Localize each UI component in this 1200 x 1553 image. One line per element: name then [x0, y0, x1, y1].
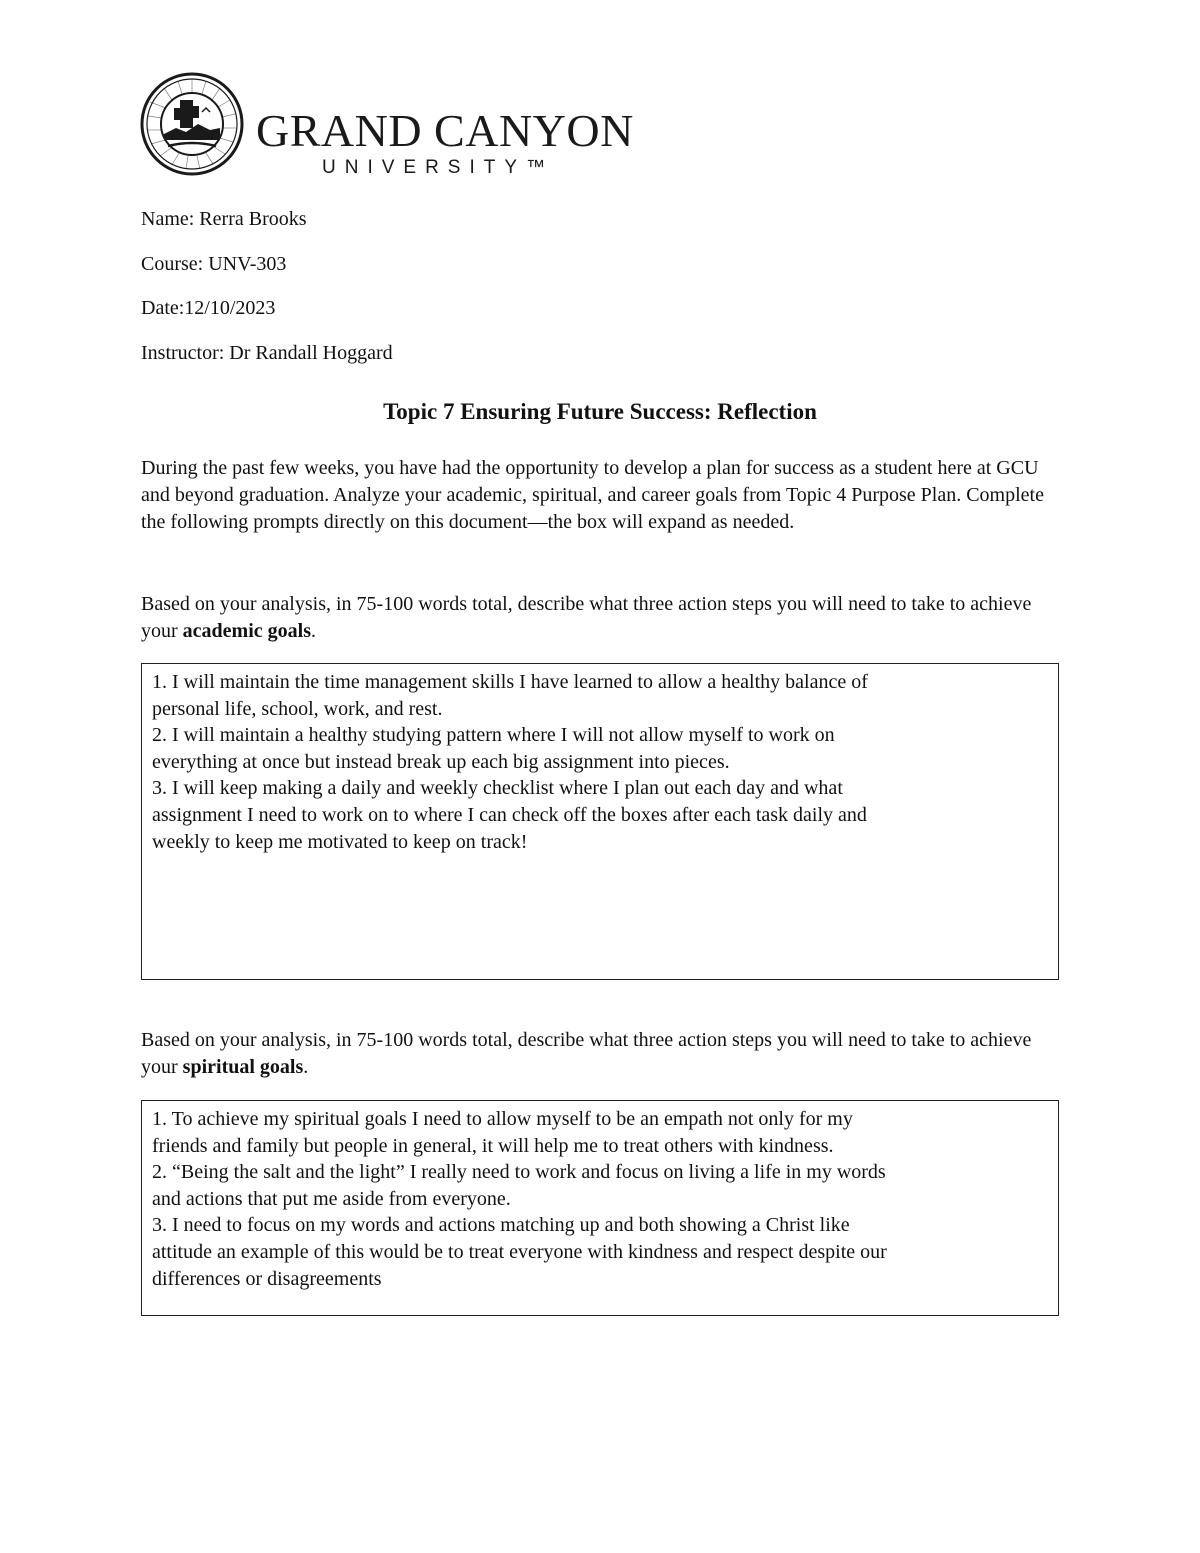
academic-answer-line: everything at once but instead break up each big assignment into pieces. — [152, 750, 730, 773]
academic-prompt-emphasis: academic goals — [182, 620, 311, 642]
academic-prompt — [141, 591, 1066, 645]
spiritual-answer-line: attitude an example of this would be to treat everyone with kindness and respect despite our — [152, 1240, 887, 1263]
academic-answer-line: weekly to keep me motivated to keep on track! — [152, 830, 528, 853]
submission-date: Date:12/10/2023 — [141, 297, 276, 319]
university-seal-icon — [140, 72, 244, 176]
spiritual-answer-box[interactable] — [141, 1100, 1059, 1316]
spiritual-prompt-text: Based on your analysis, in 75-100 words total, describe what three action steps you will need to take to achieve your — [141, 1029, 1032, 1078]
instructor-name: Instructor: Dr Randall Hoggard — [141, 342, 393, 364]
page-title: Topic 7 Ensuring Future Success: Reflection — [383, 399, 817, 424]
spiritual-prompt-end: . — [303, 1056, 309, 1078]
student-name: Name: Rerra Brooks — [141, 208, 307, 230]
academic-answer-line: assignment I need to work on to where I can check off the boxes after each task daily and — [152, 803, 867, 826]
spiritual-answer-line: friends and family but people in general, it will help me to treat others with kindness. — [152, 1134, 834, 1157]
university-logo — [140, 72, 634, 182]
spiritual-answer-line: 1. To achieve my spiritual goals I need to allow myself to be an empath not only for my — [152, 1108, 853, 1130]
academic-answer-box[interactable] — [141, 663, 1059, 980]
spiritual-answer-line: and actions that put me aside from everyone. — [152, 1187, 511, 1210]
university-subtitle: UNIVERSITY™ — [322, 157, 555, 178]
academic-answer-line: 2. I will maintain a healthy studying pattern where I will not allow myself to work on — [152, 724, 835, 747]
spiritual-prompt-emphasis: spiritual goals — [182, 1056, 304, 1078]
spiritual-prompt — [141, 1027, 1066, 1081]
academic-prompt-end: . — [310, 620, 316, 642]
course-code: Course: UNV-303 — [141, 253, 287, 275]
spiritual-answer-line: 2. “Being the salt and the light” I really need to work and focus on living a life in my words — [152, 1161, 886, 1184]
academic-answer-line: personal life, school, work, and rest. — [152, 697, 443, 720]
academic-prompt-text: Based on your analysis, in 75-100 words total, describe what three action steps you will need to take to achieve your — [141, 593, 1032, 642]
university-name: GRAND CANYON — [256, 105, 634, 156]
spiritual-answer-line: 3. I need to focus on my words and actions matching up and both showing a Christ like — [152, 1214, 850, 1237]
intro-paragraph: During the past few weeks, you have had the opportunity to develop a plan for success as a student here at GCU and beyond graduation. Analyze your academic, spiritual, and career goals from Topic 4 Purpose Plan. Complete the following prompts directly on this document—the box will expand as needed. — [141, 457, 1044, 533]
academic-answer-line: 1. I will maintain the time management skills I have learned to allow a healthy balance of — [152, 671, 868, 693]
spiritual-answer-line: differences or disagreements — [152, 1267, 382, 1290]
academic-answer-line: 3. I will keep making a daily and weekly checklist where I plan out each day and what — [152, 777, 843, 800]
